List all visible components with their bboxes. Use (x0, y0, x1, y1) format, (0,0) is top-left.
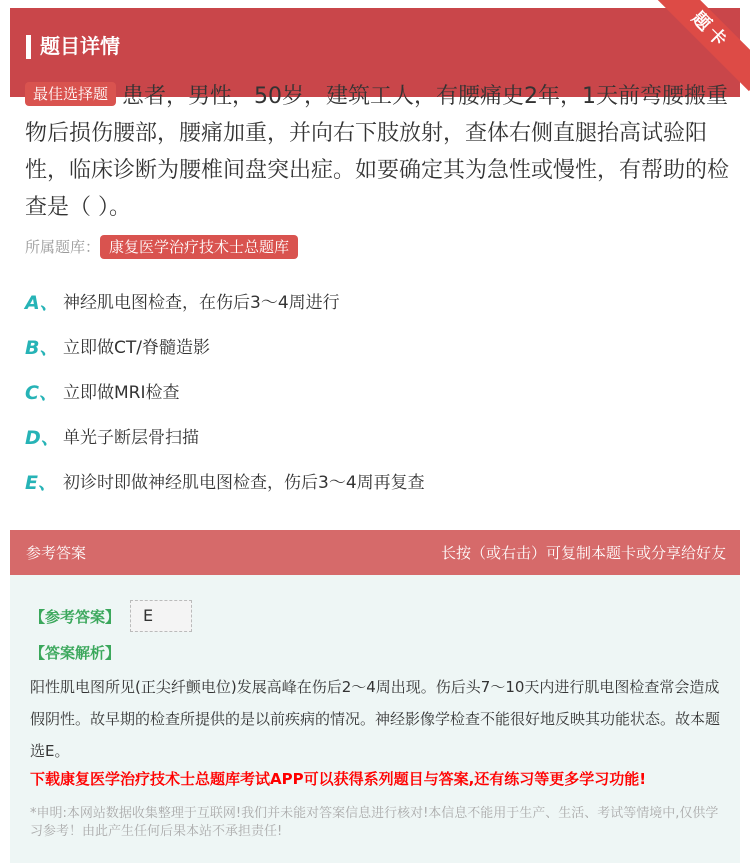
question-source (25, 235, 298, 259)
answer-label: 【参考答案】 (30, 607, 121, 626)
answer-value: E (130, 600, 192, 632)
question-text: 患者，男性，50岁，建筑工人，有腰痛史2年，1天前弯腰搬重物后损伤腰部，腰痛加重，并向右下肢放射，查体右侧直腿抬高试验阳性，临床诊断为腰椎间盘突出症。如要确定其为急性或慢性，有帮助的检查是（ ）。 (25, 84, 730, 220)
disclaimer: *申明:本网站数据收集整理于互联网!我们并未能对答案信息进行核对!本信息不能用于生产、生活、考试等情境中,仅供学习参考！由此产生任何后果本站不承担责任! (30, 806, 719, 839)
analysis-label: 【答案解析】 (30, 644, 121, 662)
card-ribbon: 题卡 (650, 0, 750, 91)
option-a[interactable]: A、 神经肌电图检查，在伤后3～4周进行 (25, 292, 340, 314)
page-title: 题目详情 (40, 34, 120, 58)
analysis-text: 阳性肌电图所见(正尖纤颤电位)发展高峰在伤后2～4周出现。伤后头7～10天内进行肌电图检查常会造成假阴性。故早期的检查所提供的是以前疾病的情况。神经影像学检查不能很好地反映其功能状态。故本题选E。 (30, 678, 721, 760)
answer-row (30, 600, 192, 632)
options-list (25, 288, 425, 513)
answer-header (10, 530, 740, 575)
answer-body (10, 575, 740, 863)
question-type-tag: 最佳选择题 (25, 82, 116, 106)
app-promo-link[interactable]: 下载康复医学治疗技术士总题库考试APP可以获得系列题目与答案,还有练习等更多学习功能! (30, 770, 647, 788)
source-link[interactable]: 康复医学治疗技术士总题库 (100, 235, 298, 259)
source-label: 所属题库： (25, 238, 101, 256)
option-c[interactable]: C、 立即做MRI检查 (25, 382, 180, 404)
share-hint: 长按（或右击）可复制本题卡或分享给好友 (440, 544, 726, 562)
option-b[interactable]: B、 立即做CT/脊髓造影 (25, 337, 210, 359)
option-e[interactable]: E、 初诊时即做神经肌电图检查，伤后3～4周再复查 (25, 472, 425, 494)
title-bar-accent (26, 35, 31, 59)
question (25, 78, 730, 226)
option-d[interactable]: D、 单光子断层骨扫描 (25, 427, 199, 449)
answer-header-title: 参考答案 (26, 544, 87, 562)
